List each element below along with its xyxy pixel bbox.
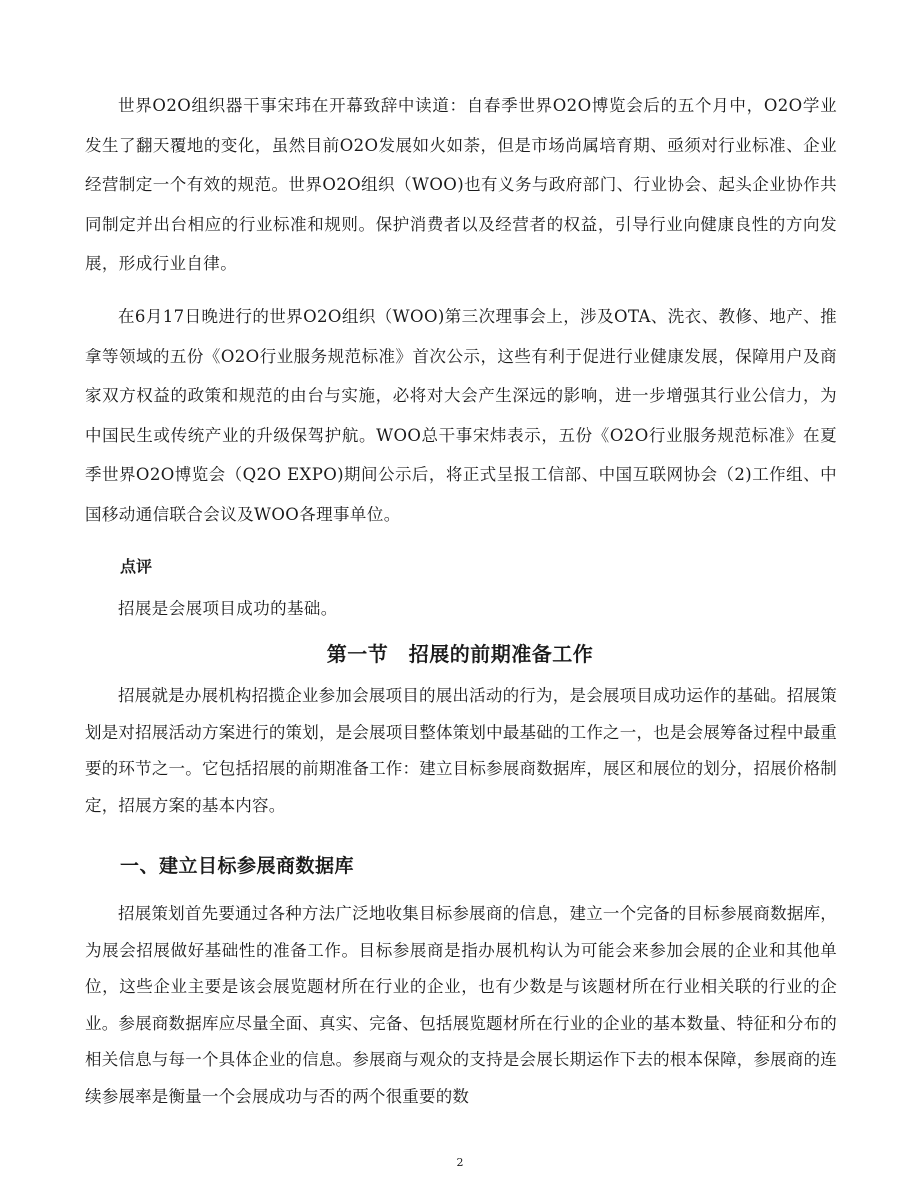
body-paragraph-section-intro: 招展就是办展机构招揽企业参加会展项目的展出活动的行为，是会展项目成功运作的基础。招展策划是对招展活动方案进行的策划，是会展项目整体策划中最基础的工作之一，也是会展筹备过程中最重要的环节之一。它包括招展的前期准备工作：建立目标参展商数据库，展区和展位的划分，招展价格制定，招展方案的基本内容。 [85, 686, 837, 815]
body-paragraph-exhibitor-database: 招展策划首先要通过各种方法广泛地收集目标参展商的信息，建立一个完备的目标参展商数据库，为展会招展做好基础性的准备工作。目标参展商是指办展机构认为可能会来参加会展的企业和其他单位，这些企业主要是该会展览题材所在行业的企业，也有少数是与该题材所在行业相关联的行业的企业。参展商数据库应尽量全面、真实、完备、包括展览题材所在行业的企业的基本数量、特征和分布的相关信息与每一个具体企业的信息。参展商与观众的支持是会展长期运作下去的根本保障，参展商的连续参展率是衡量一个会展成功与否的两个很重要的数 [85, 904, 837, 1106]
commentary-label: 点评 [120, 557, 153, 576]
body-paragraph-woo-council-meeting: 在6月17日晚进行的世界O2O组织（WOO)第三次理事会上，涉及OTA、洗衣、教修、地产、推拿等领域的五份《O2O行业服务规范标准》首次公示，这些有利于促进行业健康发展，保障用户及商家双方权益的政策和规范的由台与实施，必将对大会产生深远的影响，进一步增强其行业公信力，为中国民生或传统产业的升级保驾护航。WOO总干事宋炜表示，五份《O2O行业服务规范标准》在夏季世界O2O博览会（Q2O EXPO)期间公示后，将正式呈报工信部、中国互联网协会（2)工作组、中国移动通信联合会议及WOO各理事单位。 [85, 307, 837, 524]
section-heading: 第一节 招展的前期准备工作 [326, 642, 594, 666]
commentary-text: 招展是会展项目成功的基础。 [118, 599, 338, 618]
body-paragraph-woo-opening-speech: 世界O2O组织器干事宋玮在开幕致辞中读道：自春季世界O2O博览会后的五个月中，O2O学业发生了翻天覆地的变化，虽然目前O2O发展如火如荼，但是市场尚属培育期、亟须对行业标准、企业经营制定一个有效的规范。世界O2O组织（WOO)也有义务与政府部门、行业协会、起头企业协作共同制定并出台相应的行业标准和规则。保护消费者以及经营者的权益，引导行业向健康良性的方向发展，形成行业自律。 [85, 96, 837, 273]
page-number: 2 [456, 1156, 464, 1169]
subsection-heading: 一、建立目标参展商数据库 [120, 855, 355, 877]
